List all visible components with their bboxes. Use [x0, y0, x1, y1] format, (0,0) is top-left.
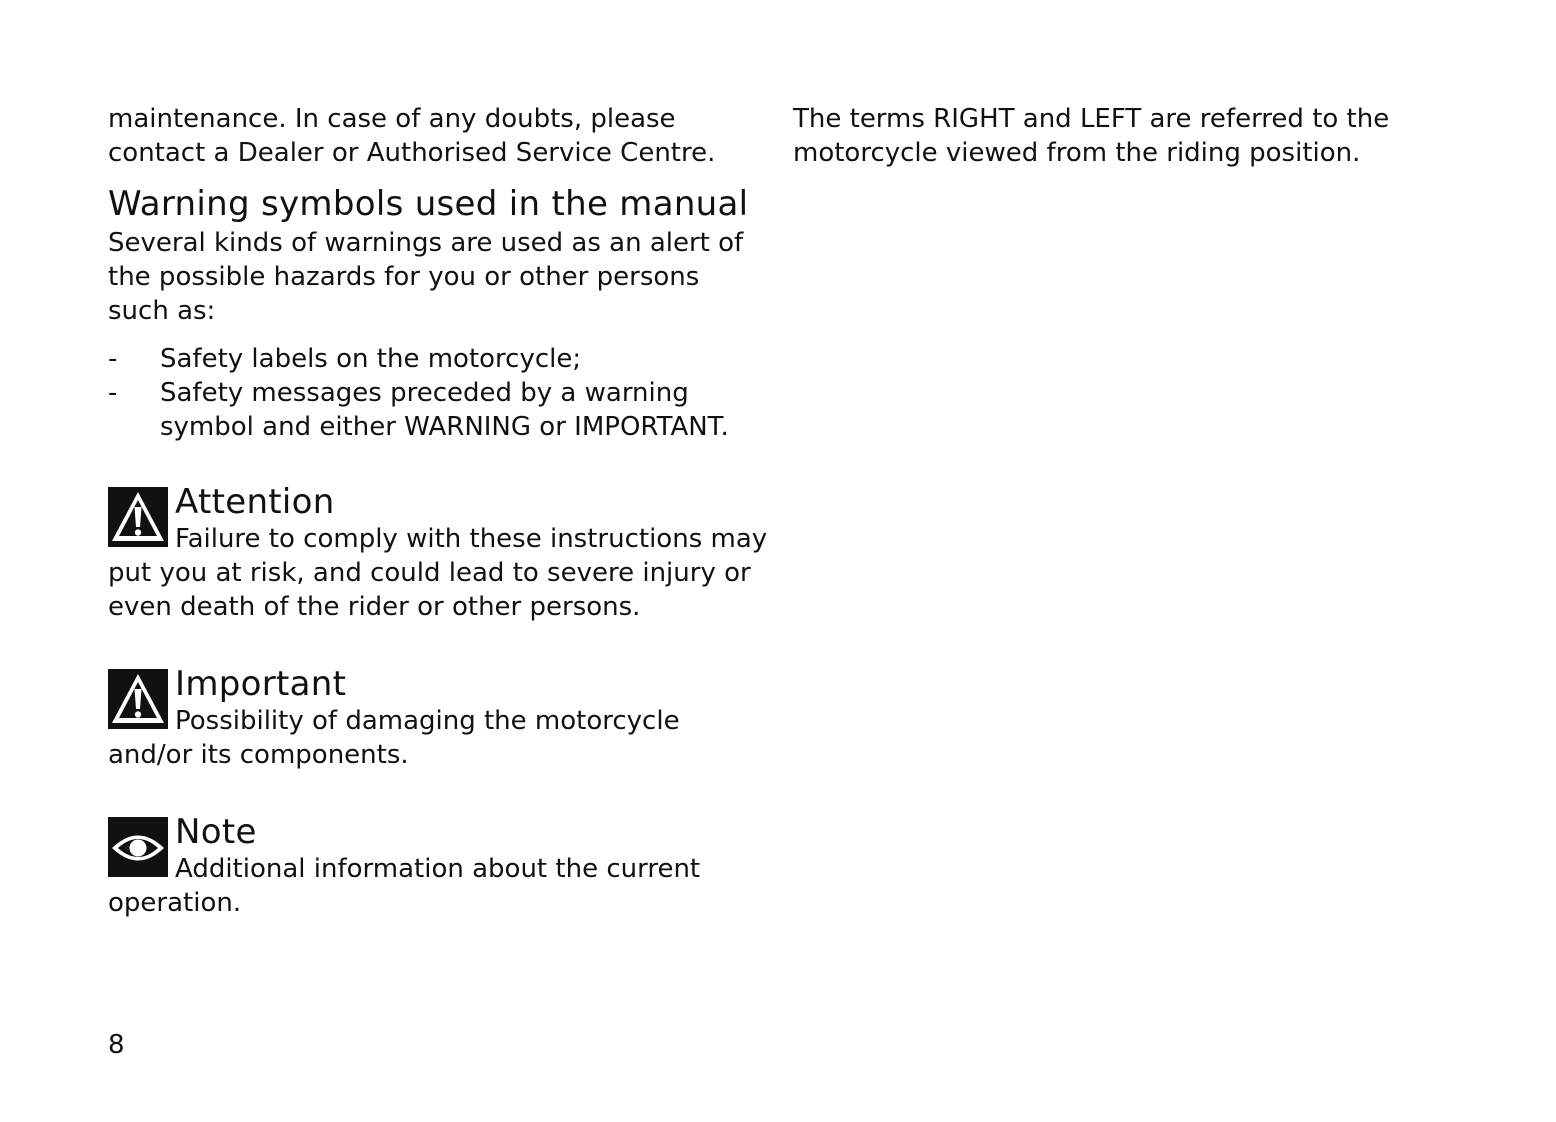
intro-text: maintenance. In case of any doubts, please contact a Dealer or Authorised Service Centre. — [108, 104, 716, 168]
bullet-marker: - — [108, 378, 118, 408]
note-notice — [108, 812, 768, 920]
right-column-text: The terms RIGHT and LEFT are referred to the motorcycle viewed from the riding position. — [793, 104, 1390, 168]
notice-title: Attention — [175, 482, 335, 522]
notice-title: Important — [175, 664, 347, 704]
eye-icon — [108, 817, 168, 877]
notice-text: Failure to comply with these instructions may put you at risk, and could lead to severe injury or even death of the rider or other persons. — [108, 524, 768, 622]
warning-triangle-icon — [108, 487, 168, 547]
page-number: 8 — [108, 1030, 125, 1060]
bullet-marker: - — [108, 344, 118, 374]
right-column — [793, 102, 1453, 170]
left-column — [108, 102, 768, 920]
bullet-text: Safety labels on the motorcycle; — [160, 344, 582, 374]
notice-title: Note — [175, 812, 257, 852]
bullet-text: Safety messages preceded by a warning symbol and either WARNING or IMPORTANT. — [160, 378, 729, 442]
section-heading: Warning symbols used in the manual — [108, 184, 749, 224]
list-item — [108, 376, 768, 444]
section-paragraph: Several kinds of warnings are used as an alert of the possible hazards for you or other persons such as: — [108, 228, 744, 326]
list-item — [108, 342, 768, 376]
notice-text: Additional information about the current operation. — [108, 854, 701, 918]
notice-text: Possibility of damaging the motorcycle and/or its components. — [108, 706, 680, 770]
attention-notice — [108, 482, 768, 624]
important-notice — [108, 664, 768, 772]
warning-triangle-icon — [108, 669, 168, 729]
bullet-list — [108, 342, 768, 444]
